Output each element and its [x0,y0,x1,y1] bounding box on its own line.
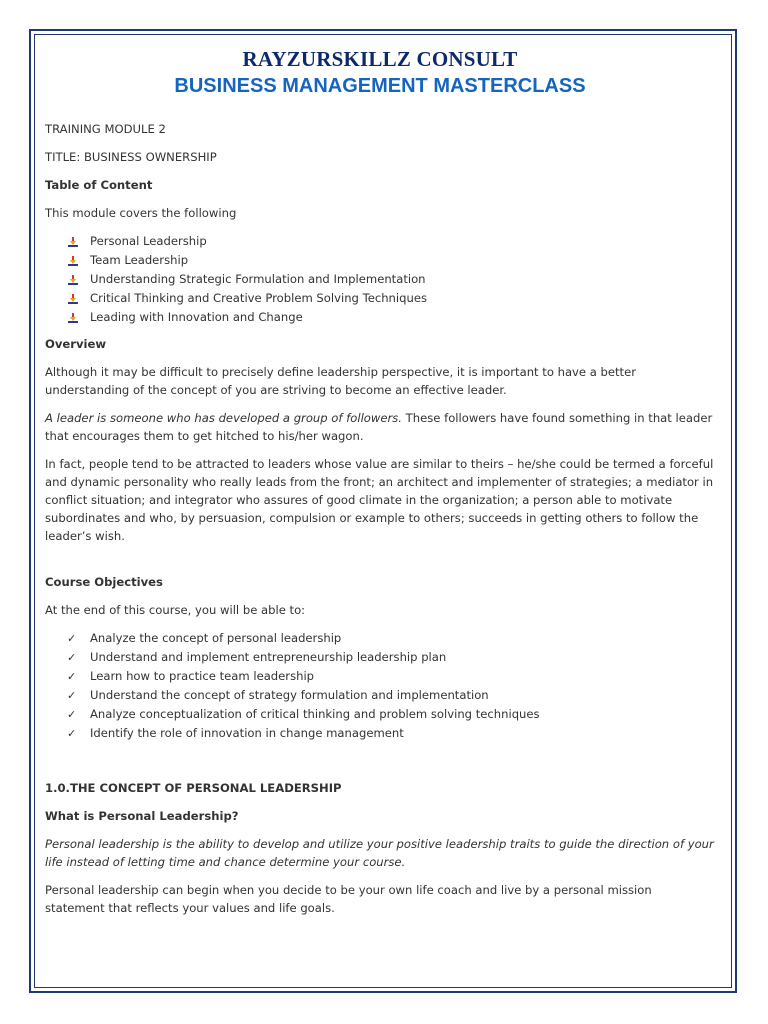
list-item [67,724,715,743]
list-item [67,308,715,327]
objective-label: Learn how to practice team leadership [90,669,315,683]
toc-item-label: Team Leadership [90,253,189,267]
list-item [67,232,715,251]
objective-label: Analyze the concept of personal leadership [90,631,342,645]
leader-definition-rest: These followers have found something in that leader that encourages them to get hitched to his/her wagon. [45,411,713,443]
checkmark-icon: ✓ [67,727,77,740]
checkmark-icon: ✓ [67,632,77,645]
objectives-list [45,629,715,743]
toc-list [45,232,715,327]
arrow-down-bullet-icon [67,270,90,289]
list-item [67,667,715,686]
toc-item-label: Understanding Strategic Formulation and Implementation [90,272,426,286]
personal-leadership-definition: Personal leadership is the ability to develop and utilize your positive leadership traits to guide the direction of your life instead of letting time and chance determine your course. [45,837,714,869]
checkmark-icon: ✓ [67,670,77,683]
arrow-down-bullet-icon [67,289,90,308]
overview-paragraph-2 [45,409,715,445]
toc-item-label: Critical Thinking and Creative Problem Solving Techniques [90,291,427,305]
list-item [67,648,715,667]
objective-label: Identify the role of innovation in change management [90,726,404,740]
toc-heading: Table of Content [45,178,153,192]
leader-definition: A leader is someone who has developed a group of followers. [45,411,402,425]
objective-label: Analyze conceptualization of critical thinking and problem solving techniques [90,707,540,721]
list-item [67,686,715,705]
overview-paragraph-3: In fact, people tend to be attracted to leaders whose value are similar to theirs – he/she could be termed a forceful and dynamic personality who really leads from the front; an architect and implementer of strategies; a mediator in conflict situation; and integrator who assures of good climate in the organization; a person able to motivate subordinates and who, by persuasion, compulsion or example to others; succeeds in getting others to follow the leader’s wish. [45,457,714,543]
company-title: RAYZURSKILLZ CONSULT [242,47,518,71]
overview-paragraph-1: Although it may be difficult to precisely define leadership perspective, it is important to have a better understanding of the concept of you are striving to become an effective leader. [45,365,637,397]
document-content [45,40,715,927]
program-title: BUSINESS MANAGEMENT MASTERCLASS [174,75,586,97]
checkmark-icon: ✓ [67,708,77,721]
objectives-intro: At the end of this course, you will be able to: [45,603,306,617]
overview-heading: Overview [45,337,107,351]
list-item [67,629,715,648]
list-item [67,251,715,270]
checkmark-icon: ✓ [67,689,77,702]
arrow-down-bullet-icon [67,308,90,327]
toc-intro: This module covers the following [45,206,237,220]
objective-label: Understand and implement entrepreneurship leadership plan [90,650,447,664]
module-title: TITLE: BUSINESS OWNERSHIP [45,150,217,164]
list-item [67,270,715,289]
objective-label: Understand the concept of strategy formulation and implementation [90,688,489,702]
objectives-heading: Course Objectives [45,575,163,589]
list-item [67,289,715,308]
module-label: TRAINING MODULE 2 [45,122,166,136]
toc-item-label: Leading with Innovation and Change [90,310,303,324]
arrow-down-bullet-icon [67,232,90,251]
section-1-heading: 1.0.THE CONCEPT OF PERSONAL LEADERSHIP [45,781,342,795]
section-1-paragraph-2: Personal leadership can begin when you decide to be your own life coach and live by a personal mission statement that reflects your values and life goals. [45,883,652,915]
checkmark-icon: ✓ [67,651,77,664]
toc-item-label: Personal Leadership [90,234,207,248]
list-item [67,705,715,724]
arrow-down-bullet-icon [67,251,90,270]
section-1-subheading: What is Personal Leadership? [45,809,239,823]
